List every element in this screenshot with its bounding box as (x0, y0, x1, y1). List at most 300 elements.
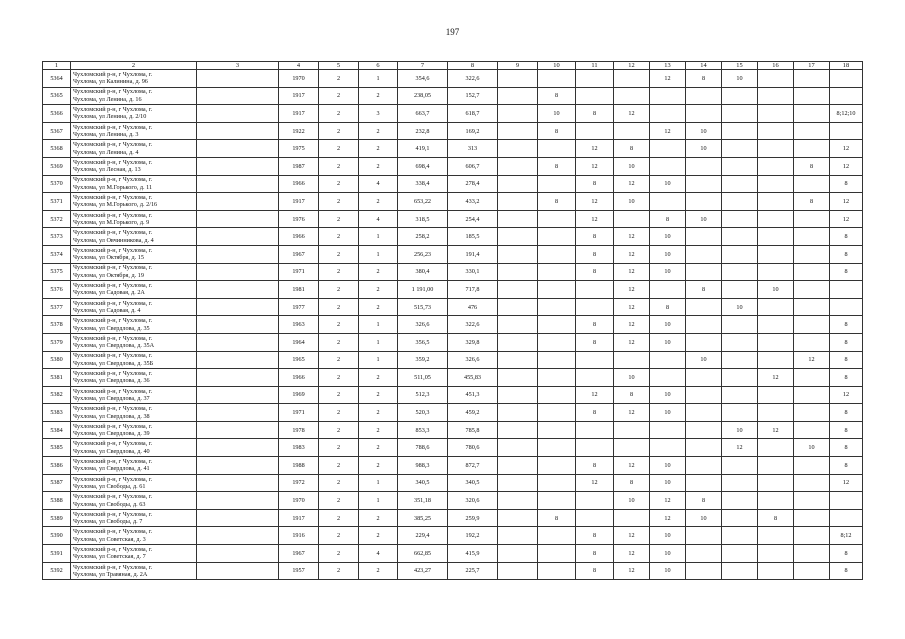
cell-c7: 512,3 (398, 386, 448, 404)
address-line-1: Чухломский р-н, г Чухлома, г. (73, 352, 153, 360)
cell-c10 (538, 527, 576, 545)
cell-year: 1967 (279, 545, 319, 563)
address-cell (71, 492, 197, 510)
cell-c18: 8 (830, 439, 863, 457)
cell-c17 (794, 122, 830, 140)
cell-c15 (722, 228, 758, 246)
cell-c16 (758, 333, 794, 351)
cell-c16 (758, 70, 794, 88)
cell-c8: 340,5 (448, 474, 498, 492)
table-row (43, 70, 863, 88)
cell-c7: 1 191,00 (398, 281, 448, 299)
cell-c6: 2 (359, 87, 398, 105)
cell-c13 (650, 421, 686, 439)
cell-c6: 2 (359, 298, 398, 316)
cell-c12 (614, 421, 650, 439)
cell-c5: 2 (319, 281, 359, 299)
address-line-2: Чухлома, ул Советская, д. 3 (73, 535, 146, 543)
cell-c9 (498, 474, 538, 492)
cell-c7: 788,6 (398, 439, 448, 457)
address-line-1: Чухломский р-н, г Чухлома, г. (73, 457, 153, 465)
cell-c5: 2 (319, 87, 359, 105)
cell-c7: 988,3 (398, 457, 448, 475)
table-row (43, 457, 863, 475)
cell-c7: 238,05 (398, 87, 448, 105)
cell-c12: 12 (614, 245, 650, 263)
cell-year: 1966 (279, 369, 319, 387)
cell-c14 (686, 439, 722, 457)
cell-c14 (686, 404, 722, 422)
column-header-9: 9 (498, 62, 538, 70)
column-header-2: 2 (71, 62, 197, 70)
cell-c11: 12 (576, 157, 614, 175)
cell-c13 (650, 351, 686, 369)
cell-c13 (650, 369, 686, 387)
cell-c14 (686, 175, 722, 193)
cell-c9 (498, 421, 538, 439)
cell-c5: 2 (319, 157, 359, 175)
cell-c11 (576, 492, 614, 510)
cell-c8: 259,9 (448, 509, 498, 527)
address-line-2: Чухлома, ул Свободы, д. 61 (73, 482, 146, 490)
cell-c14 (686, 263, 722, 281)
address-cell (71, 281, 197, 299)
cell-c15 (722, 122, 758, 140)
cell-year: 1970 (279, 492, 319, 510)
cell-c10 (538, 210, 576, 228)
cell-c10: 8 (538, 193, 576, 211)
column-3-cell (197, 404, 279, 422)
cell-c15 (722, 333, 758, 351)
address-cell (71, 474, 197, 492)
address-line-1: Чухломский р-н, г Чухлома, г. (73, 563, 153, 571)
cell-c10 (538, 421, 576, 439)
address-line-1: Чухломский р-н, г Чухлома, г. (73, 106, 153, 114)
cell-c16 (758, 157, 794, 175)
cell-c8: 330,1 (448, 263, 498, 281)
address-line-2: Чухлома, ул Свердлова, д. 39 (73, 430, 150, 438)
column-3-cell (197, 281, 279, 299)
cell-c8: 322,6 (448, 316, 498, 334)
cell-c14: 8 (686, 70, 722, 88)
cell-c14: 10 (686, 351, 722, 369)
cell-c11: 8 (576, 404, 614, 422)
address-cell (71, 333, 197, 351)
cell-c12: 12 (614, 263, 650, 281)
address-line-1: Чухломский р-н, г Чухлома, г. (73, 422, 153, 430)
column-3-cell (197, 228, 279, 246)
cell-c6: 1 (359, 245, 398, 263)
cell-c18: 8 (830, 457, 863, 475)
address-line-1: Чухломский р-н, г Чухлома, г. (73, 176, 153, 184)
cell-c11 (576, 281, 614, 299)
cell-c9 (498, 70, 538, 88)
cell-c8: 780,6 (448, 439, 498, 457)
row-id-cell: 5383 (43, 404, 71, 422)
cell-c6: 2 (359, 509, 398, 527)
address-line-1: Чухломский р-н, г Чухлома, г. (73, 264, 153, 272)
cell-c7: 515,73 (398, 298, 448, 316)
table-row (43, 105, 863, 123)
cell-year: 1988 (279, 457, 319, 475)
cell-c6: 4 (359, 210, 398, 228)
cell-c14 (686, 369, 722, 387)
cell-year: 1966 (279, 175, 319, 193)
cell-year: 1967 (279, 245, 319, 263)
cell-c5: 2 (319, 457, 359, 475)
cell-c17 (794, 474, 830, 492)
cell-c10 (538, 439, 576, 457)
address-line-2: Чухлома, ул Свердлова, д. 40 (73, 447, 150, 455)
column-header-11: 11 (576, 62, 614, 70)
column-3-cell (197, 369, 279, 387)
cell-c15 (722, 245, 758, 263)
cell-c16 (758, 193, 794, 211)
cell-c8: 322,6 (448, 70, 498, 88)
column-header-3: 3 (197, 62, 279, 70)
cell-c8: 320,6 (448, 492, 498, 510)
cell-c14 (686, 333, 722, 351)
address-cell (71, 439, 197, 457)
row-id-cell: 5368 (43, 140, 71, 158)
cell-c16 (758, 474, 794, 492)
cell-c15 (722, 87, 758, 105)
column-header-10: 10 (538, 62, 576, 70)
cell-c9 (498, 404, 538, 422)
cell-c7: 423,27 (398, 562, 448, 580)
column-header-13: 13 (650, 62, 686, 70)
cell-c17 (794, 175, 830, 193)
cell-c13: 12 (650, 509, 686, 527)
cell-c6: 2 (359, 457, 398, 475)
cell-c14 (686, 228, 722, 246)
cell-c17 (794, 298, 830, 316)
address-line-1: Чухломский р-н, г Чухлома, г. (73, 334, 153, 342)
cell-c9 (498, 122, 538, 140)
cell-c17 (794, 369, 830, 387)
cell-c5: 2 (319, 140, 359, 158)
cell-c9 (498, 333, 538, 351)
cell-c13 (650, 140, 686, 158)
column-header-17: 17 (794, 62, 830, 70)
address-line-1: Чухломский р-н, г Чухлома, г. (73, 88, 153, 96)
cell-c9 (498, 351, 538, 369)
row-id-cell: 5387 (43, 474, 71, 492)
cell-c12: 12 (614, 333, 650, 351)
cell-c12: 12 (614, 545, 650, 563)
cell-year: 1917 (279, 87, 319, 105)
row-id-cell: 5373 (43, 228, 71, 246)
table-row (43, 562, 863, 580)
cell-c9 (498, 492, 538, 510)
address-cell (71, 175, 197, 193)
cell-c16 (758, 562, 794, 580)
cell-c14 (686, 545, 722, 563)
cell-c18: 8 (830, 333, 863, 351)
cell-c11 (576, 351, 614, 369)
cell-c5: 2 (319, 316, 359, 334)
table-row (43, 281, 863, 299)
cell-c11 (576, 87, 614, 105)
cell-c14 (686, 386, 722, 404)
cell-c15 (722, 386, 758, 404)
cell-c7: 380,4 (398, 263, 448, 281)
cell-c17 (794, 386, 830, 404)
cell-c18 (830, 122, 863, 140)
cell-year: 1977 (279, 298, 319, 316)
cell-c14 (686, 474, 722, 492)
cell-c6: 2 (359, 369, 398, 387)
table-row (43, 369, 863, 387)
address-cell (71, 509, 197, 527)
cell-c12: 10 (614, 193, 650, 211)
address-cell (71, 210, 197, 228)
cell-c18: 12 (830, 474, 863, 492)
cell-c13: 10 (650, 545, 686, 563)
row-id-cell: 5369 (43, 157, 71, 175)
cell-c5: 2 (319, 263, 359, 281)
cell-c5: 2 (319, 562, 359, 580)
cell-c7: 359,2 (398, 351, 448, 369)
cell-c8: 192,2 (448, 527, 498, 545)
address-line-2: Чухлома, ул Свердлова, д. 35Б (73, 359, 154, 367)
address-line-2: Чухлома, ул М.Горького, д. 9 (73, 219, 150, 227)
cell-c8: 278,4 (448, 175, 498, 193)
row-id-cell: 5385 (43, 439, 71, 457)
cell-c9 (498, 457, 538, 475)
cell-c6: 3 (359, 105, 398, 123)
cell-c10 (538, 457, 576, 475)
row-id-cell: 5386 (43, 457, 71, 475)
cell-c5: 2 (319, 474, 359, 492)
cell-year: 1917 (279, 105, 319, 123)
address-line-1: Чухломский р-н, г Чухлома, г. (73, 299, 153, 307)
address-line-1: Чухломский р-н, г Чухлома, г. (73, 70, 153, 78)
address-line-1: Чухломский р-н, г Чухлома, г. (73, 141, 153, 149)
cell-c10 (538, 562, 576, 580)
table-row (43, 351, 863, 369)
cell-year: 1922 (279, 122, 319, 140)
cell-c8: 254,4 (448, 210, 498, 228)
cell-c16 (758, 263, 794, 281)
column-3-cell (197, 474, 279, 492)
address-line-1: Чухломский р-н, г Чухлома, г. (73, 317, 153, 325)
column-header-15: 15 (722, 62, 758, 70)
cell-c6: 4 (359, 175, 398, 193)
cell-c6: 1 (359, 333, 398, 351)
table-row (43, 140, 863, 158)
row-id-cell: 5392 (43, 562, 71, 580)
cell-c15 (722, 263, 758, 281)
cell-c18 (830, 87, 863, 105)
cell-c11: 8 (576, 457, 614, 475)
cell-c7: 340,5 (398, 474, 448, 492)
cell-c14 (686, 87, 722, 105)
registry-table (42, 61, 863, 580)
column-3-cell (197, 457, 279, 475)
address-line-2: Чухлома, ул Свердлова, д. 35А (73, 342, 155, 350)
cell-c11 (576, 298, 614, 316)
cell-c14: 10 (686, 210, 722, 228)
cell-year: 1971 (279, 263, 319, 281)
column-3-cell (197, 105, 279, 123)
cell-c11: 8 (576, 562, 614, 580)
address-cell (71, 527, 197, 545)
cell-c13: 8 (650, 210, 686, 228)
column-3-cell (197, 333, 279, 351)
cell-c14 (686, 105, 722, 123)
cell-c9 (498, 140, 538, 158)
address-line-1: Чухломский р-н, г Чухлома, г. (73, 123, 153, 131)
cell-c11 (576, 70, 614, 88)
cell-c8: 618,7 (448, 105, 498, 123)
cell-c7: 385,25 (398, 509, 448, 527)
table-row (43, 298, 863, 316)
cell-c11: 8 (576, 245, 614, 263)
column-3-cell (197, 351, 279, 369)
column-header-16: 16 (758, 62, 794, 70)
address-line-1: Чухломский р-н, г Чухлома, г. (73, 545, 153, 553)
cell-c15 (722, 545, 758, 563)
column-3-cell (197, 263, 279, 281)
address-cell (71, 122, 197, 140)
cell-c18: 8 (830, 351, 863, 369)
address-cell (71, 421, 197, 439)
cell-year: 1965 (279, 351, 319, 369)
cell-year: 1972 (279, 474, 319, 492)
address-cell (71, 562, 197, 580)
cell-c5: 2 (319, 386, 359, 404)
table-row (43, 228, 863, 246)
cell-year: 1983 (279, 439, 319, 457)
cell-c12: 8 (614, 474, 650, 492)
cell-c9 (498, 316, 538, 334)
row-id-cell: 5384 (43, 421, 71, 439)
cell-c15: 10 (722, 421, 758, 439)
cell-c18: 8;12 (830, 527, 863, 545)
row-id-cell: 5389 (43, 509, 71, 527)
cell-c18: 8 (830, 316, 863, 334)
address-cell (71, 316, 197, 334)
table-row (43, 492, 863, 510)
cell-c12 (614, 87, 650, 105)
cell-c8: 451,3 (448, 386, 498, 404)
cell-c16 (758, 228, 794, 246)
row-id-cell: 5376 (43, 281, 71, 299)
row-id-cell: 5372 (43, 210, 71, 228)
cell-c17 (794, 228, 830, 246)
address-cell (71, 228, 197, 246)
cell-c14 (686, 245, 722, 263)
cell-c7: 338,4 (398, 175, 448, 193)
row-id-cell: 5375 (43, 263, 71, 281)
cell-c16: 10 (758, 281, 794, 299)
address-line-1: Чухломский р-н, г Чухлома, г. (73, 387, 153, 395)
cell-c7: 511,05 (398, 369, 448, 387)
column-3-cell (197, 527, 279, 545)
cell-c15 (722, 105, 758, 123)
row-id-cell: 5370 (43, 175, 71, 193)
cell-c17: 12 (794, 351, 830, 369)
cell-c8: 459,2 (448, 404, 498, 422)
cell-c16 (758, 545, 794, 563)
cell-c18: 8 (830, 263, 863, 281)
cell-c17 (794, 562, 830, 580)
column-3-cell (197, 492, 279, 510)
address-line-2: Чухлома, ул Свердлова, д. 36 (73, 377, 150, 385)
cell-c5: 2 (319, 298, 359, 316)
column-header-6: 6 (359, 62, 398, 70)
cell-c5: 2 (319, 210, 359, 228)
address-line-1: Чухломский р-н, г Чухлома, г. (73, 510, 153, 518)
cell-c16 (758, 245, 794, 263)
cell-c12: 12 (614, 316, 650, 334)
cell-year: 1971 (279, 404, 319, 422)
cell-c12 (614, 210, 650, 228)
cell-year: 1976 (279, 210, 319, 228)
column-header-5: 5 (319, 62, 359, 70)
cell-c15 (722, 404, 758, 422)
address-line-1: Чухломский р-н, г Чухлома, г. (73, 405, 153, 413)
column-3-cell (197, 298, 279, 316)
cell-c7: 256,23 (398, 245, 448, 263)
cell-c16 (758, 492, 794, 510)
column-3-cell (197, 562, 279, 580)
cell-c5: 2 (319, 175, 359, 193)
cell-c14: 10 (686, 509, 722, 527)
cell-c11: 12 (576, 210, 614, 228)
table-row (43, 122, 863, 140)
table-header (43, 62, 863, 70)
cell-c18: 8 (830, 228, 863, 246)
cell-c12: 10 (614, 157, 650, 175)
cell-year: 1975 (279, 140, 319, 158)
cell-c9 (498, 175, 538, 193)
cell-year: 1963 (279, 316, 319, 334)
cell-c16 (758, 140, 794, 158)
cell-c11: 12 (576, 386, 614, 404)
address-line-2: Чухлома, ул Свободы, д. 63 (73, 500, 146, 508)
cell-c11 (576, 369, 614, 387)
cell-c5: 2 (319, 404, 359, 422)
cell-c16 (758, 87, 794, 105)
cell-c9 (498, 157, 538, 175)
cell-c8: 185,5 (448, 228, 498, 246)
cell-c9 (498, 562, 538, 580)
cell-c13: 10 (650, 404, 686, 422)
cell-c17 (794, 210, 830, 228)
cell-c18: 8 (830, 404, 863, 422)
address-line-2: Чухлома, ул Ленина, д. 3 (73, 131, 139, 139)
cell-c10: 8 (538, 87, 576, 105)
cell-c5: 2 (319, 421, 359, 439)
column-3-cell (197, 175, 279, 193)
cell-c8: 476 (448, 298, 498, 316)
cell-c10 (538, 70, 576, 88)
cell-c5: 2 (319, 70, 359, 88)
cell-c15 (722, 175, 758, 193)
table-row (43, 404, 863, 422)
row-id-cell: 5365 (43, 87, 71, 105)
cell-c17 (794, 281, 830, 299)
cell-c10: 8 (538, 157, 576, 175)
cell-c13: 10 (650, 333, 686, 351)
address-line-2: Чухлома, ул Свободы, д. 7 (73, 518, 143, 526)
cell-c7: 853,3 (398, 421, 448, 439)
table-row (43, 439, 863, 457)
cell-year: 1970 (279, 70, 319, 88)
cell-c17 (794, 404, 830, 422)
